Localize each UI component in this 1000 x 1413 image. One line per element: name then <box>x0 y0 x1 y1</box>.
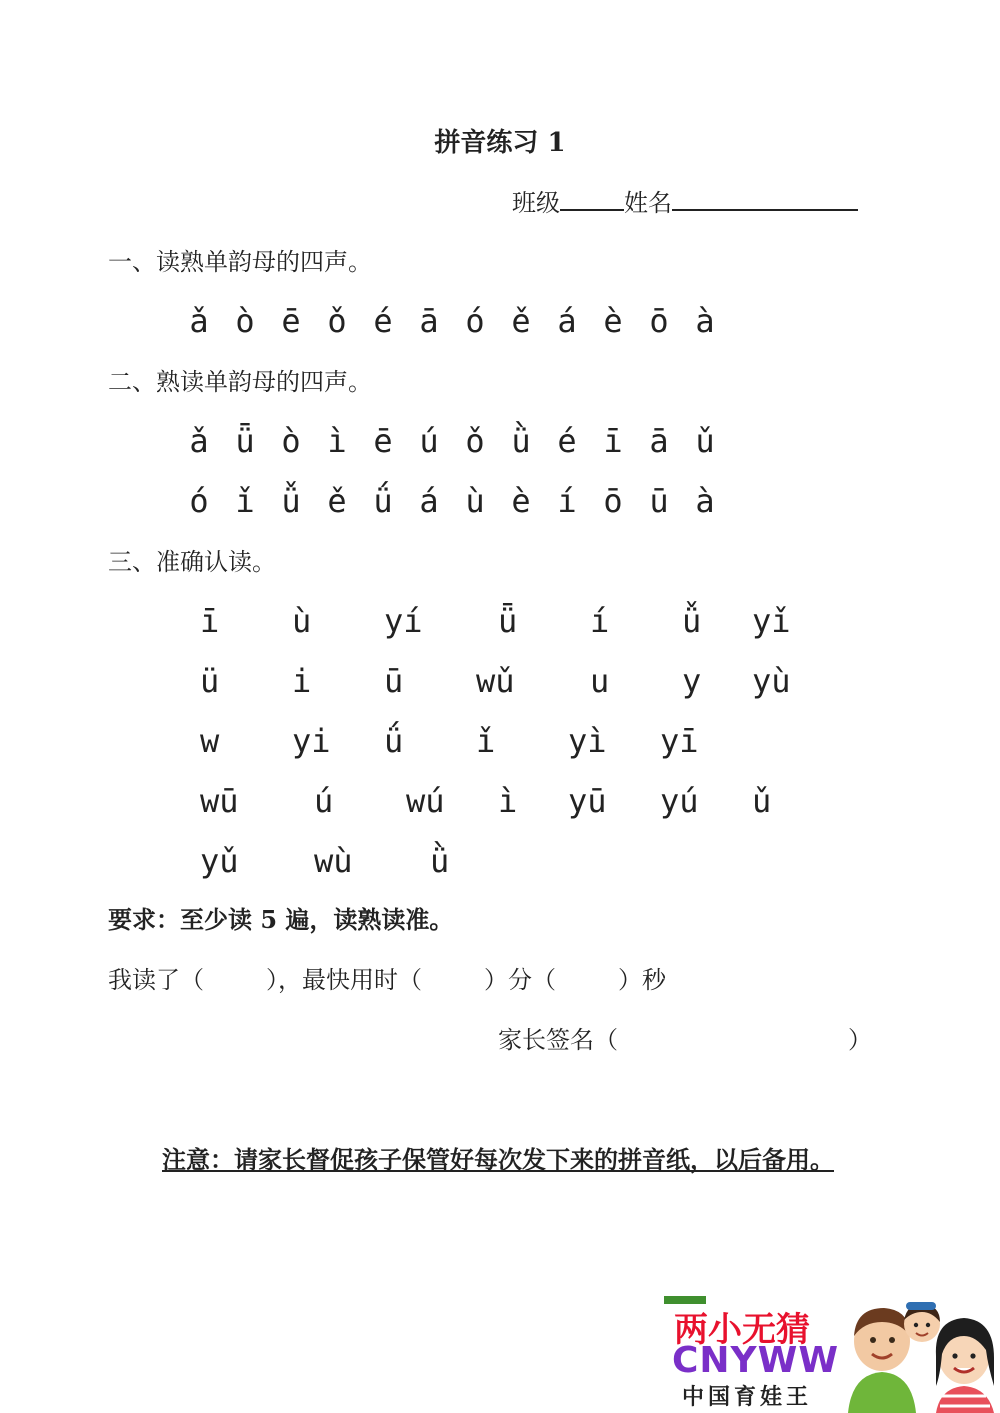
reading-item: wù <box>314 842 353 880</box>
reading-item: ǜ <box>430 842 450 880</box>
reading-item: yǐ <box>752 602 791 640</box>
section-2-heading: 二、熟读单韵母的四声。 <box>108 368 372 396</box>
pinyin-vowel: ǜ <box>511 422 531 460</box>
pinyin-vowel: ō <box>603 482 623 520</box>
reading-item: ú <box>314 782 334 820</box>
notice-text: 注意：请家长督促孩子保管好每次发下来的拼音纸，以后备用。 <box>162 1145 834 1174</box>
pinyin-vowel: ó <box>465 302 485 340</box>
pinyin-vowel: í <box>557 482 577 520</box>
pinyin-vowel: ē <box>373 422 393 460</box>
page-title: 拼音练习 1 <box>434 128 566 158</box>
reading-item: ǘ <box>384 722 404 760</box>
pinyin-vowel: á <box>419 482 439 520</box>
class-label: 班级 <box>512 189 560 217</box>
reading-item: i <box>292 662 312 700</box>
pinyin-vowel: ā <box>419 302 439 340</box>
pinyin-vowel: è <box>603 302 623 340</box>
pinyin-vowel: à <box>695 482 715 520</box>
reading-item: ǚ <box>682 602 702 640</box>
reading-item: yú <box>660 782 699 820</box>
pinyin-vowel: á <box>557 302 577 340</box>
cartoon-family-icon <box>842 1296 1000 1413</box>
read-count-label: 我读了（ <box>108 966 204 994</box>
pinyin-vowel: ǒ <box>465 422 485 460</box>
reading-item: ǐ <box>476 722 496 760</box>
reading-item: y <box>682 662 702 700</box>
pinyin-vowel: ǘ <box>373 482 393 520</box>
pinyin-row-s2a <box>176 422 728 460</box>
pinyin-vowel: ū <box>649 482 669 520</box>
reading-item: yì <box>568 722 607 760</box>
pinyin-vowel: ě <box>511 302 531 340</box>
pinyin-vowel: ǚ <box>281 482 301 520</box>
seconds-label: ）秒 <box>618 966 666 994</box>
pinyin-vowel: ē <box>281 302 301 340</box>
reading-record-line <box>108 960 666 995</box>
pinyin-vowel: ó <box>189 482 209 520</box>
requirement-text: 要求：至少读 5 遍，读熟读准。 <box>108 905 454 934</box>
pinyin-row-s1 <box>176 302 728 340</box>
reading-item: u <box>590 662 610 700</box>
reading-item: wū <box>200 782 239 820</box>
pinyin-vowel: à <box>695 302 715 340</box>
section-3-heading: 三、准确认读。 <box>108 548 276 576</box>
reading-item: yū <box>568 782 607 820</box>
reading-item: yi <box>292 722 331 760</box>
parent-signature-close: ） <box>848 1026 872 1054</box>
fastest-time-label: ），最快用时（ <box>266 966 422 994</box>
pinyin-row-s2b <box>176 482 728 520</box>
reading-item: yī <box>660 722 699 760</box>
pinyin-vowel: ì <box>327 422 347 460</box>
pinyin-vowel: ú <box>419 422 439 460</box>
logo-chinese-text: 两小无猜 <box>674 1310 810 1350</box>
reading-item: ǖ <box>498 602 518 640</box>
name-label: 姓名 <box>624 189 672 217</box>
pinyin-vowel: ě <box>327 482 347 520</box>
pinyin-vowel: é <box>557 422 577 460</box>
reading-item: ü <box>200 662 220 700</box>
reading-item: ù <box>292 602 312 640</box>
pinyin-vowel: ā <box>649 422 669 460</box>
reading-item: wǔ <box>476 662 515 700</box>
pinyin-vowel: é <box>373 302 393 340</box>
section-1-heading: 一、读熟单韵母的四声。 <box>108 248 372 276</box>
reading-item: ǔ <box>752 782 772 820</box>
pinyin-vowel: è <box>511 482 531 520</box>
class-blank[interactable] <box>560 185 624 211</box>
pinyin-vowel: ǖ <box>235 422 255 460</box>
pinyin-vowel: ō <box>649 302 669 340</box>
reading-item: w <box>200 722 220 760</box>
class-name-line <box>512 183 858 218</box>
reading-item: ì <box>498 782 518 820</box>
pinyin-vowel: ǐ <box>235 482 255 520</box>
logo-subtitle: 中国育娃王 <box>682 1385 813 1410</box>
reading-item: wú <box>406 782 445 820</box>
reading-item: í <box>590 602 610 640</box>
parent-signature-line <box>498 1020 872 1055</box>
reading-item: yù <box>752 662 791 700</box>
reading-item: yí <box>384 602 423 640</box>
pinyin-vowel: ǔ <box>695 422 715 460</box>
pinyin-vowel: ǎ <box>189 422 209 460</box>
brand-logo <box>664 1296 1000 1413</box>
name-blank[interactable] <box>672 185 858 211</box>
pinyin-vowel: ù <box>465 482 485 520</box>
reading-item: ū <box>384 662 404 700</box>
pinyin-vowel: ǎ <box>189 302 209 340</box>
logo-english-text: CNYWW <box>672 1340 840 1381</box>
minutes-label: ）分（ <box>484 966 556 994</box>
pinyin-vowel: ī <box>603 422 623 460</box>
reading-item: ī <box>200 602 220 640</box>
parent-signature-label: 家长签名（ <box>498 1026 618 1054</box>
pinyin-vowel: ǒ <box>327 302 347 340</box>
reading-item: yǔ <box>200 842 239 880</box>
pinyin-vowel: ò <box>281 422 301 460</box>
pinyin-vowel: ò <box>235 302 255 340</box>
